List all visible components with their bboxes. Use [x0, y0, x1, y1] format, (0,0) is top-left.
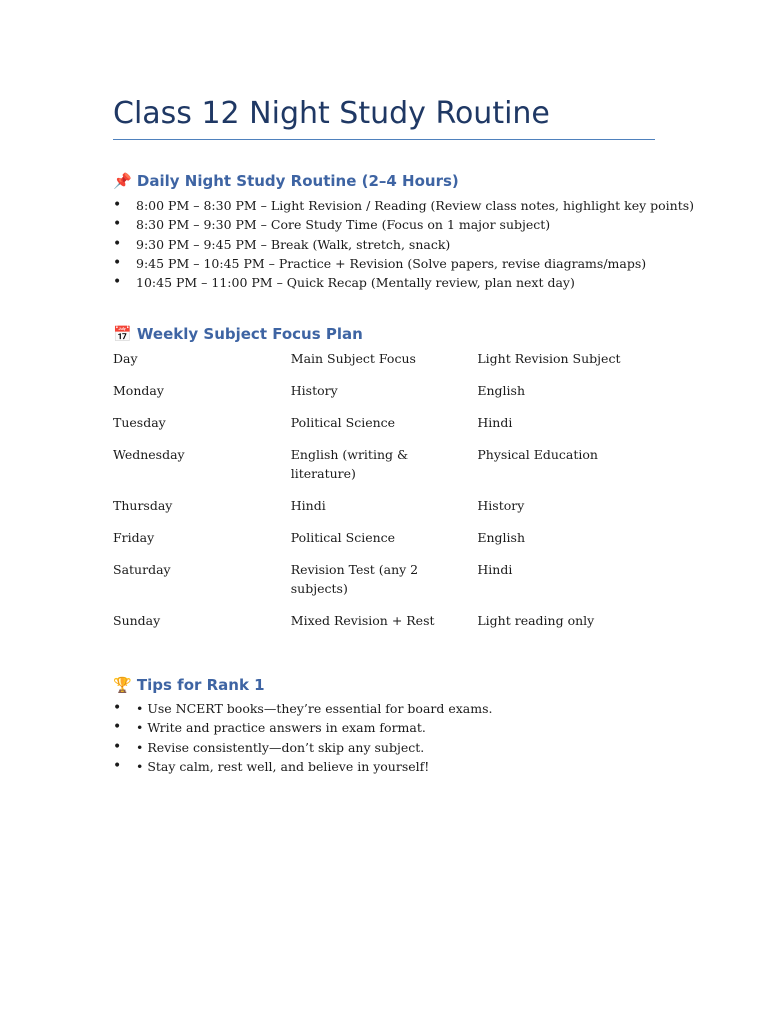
list-item: • 9:45 PM – 10:45 PM – Practice + Revision (Solve papers, revise diagrams/maps)	[113, 254, 647, 271]
pin-icon: 📌	[113, 172, 132, 190]
tips-heading	[113, 676, 265, 694]
list-item: • 8:00 PM – 8:30 PM – Light Revision / Reading (Review class notes, highlight key points)	[113, 197, 695, 213]
list-item: • 9:30 PM – 9:45 PM – Break (Walk, stretch, snack)	[113, 235, 451, 252]
bullet-icon: •	[113, 757, 122, 774]
calendar-icon: 📅	[113, 325, 132, 343]
tips-list	[113, 699, 673, 776]
table-row: Saturday Revision Test (any 2 subjects) Hindi	[113, 562, 513, 596]
table-row: Friday Political Science English	[113, 530, 526, 545]
weekly-heading	[113, 325, 363, 343]
list-item: • • Use NCERT books—they’re essential for board exams.	[113, 700, 493, 716]
list-item: • • Stay calm, rest well, and believe in yourself!	[113, 757, 430, 774]
weekly-heading-text: Weekly Subject Focus Plan	[136, 325, 363, 343]
routine-list	[113, 196, 695, 292]
trophy-icon: 🏆	[113, 676, 132, 694]
routine-heading-text: Daily Night Study Routine (2–4 Hours)	[136, 172, 459, 190]
list-item: • 10:45 PM – 11:00 PM – Quick Recap (Mentally review, plan next day)	[113, 274, 575, 290]
bullet-icon: •	[113, 738, 122, 755]
bullet-icon: •	[113, 216, 122, 233]
table-row: Thursday Hindi History	[113, 498, 525, 513]
weekly-plan-table	[113, 349, 655, 643]
tips-heading-text: Tips for Rank 1	[136, 676, 265, 694]
bullet-icon: •	[113, 235, 122, 252]
column-header-main: Main Subject Focus	[290, 351, 416, 366]
list-item: • • Write and practice answers in exam format.	[113, 719, 426, 736]
bullet-icon: •	[113, 197, 122, 213]
table-row: Sunday Mixed Revision + Rest Light reading only	[113, 613, 595, 628]
list-item: • 8:30 PM – 9:30 PM – Core Study Time (Focus on 1 major subject)	[113, 216, 551, 233]
column-header-light: Light Revision Subject	[477, 351, 621, 366]
table-row: Wednesday English (writing & literature) Physical Education	[113, 447, 598, 481]
bullet-icon: •	[113, 719, 122, 736]
table-row: Monday History English	[113, 383, 526, 398]
title-underline	[113, 139, 655, 140]
routine-heading	[113, 172, 459, 190]
page-title: Class 12 Night Study Routine	[113, 96, 550, 131]
bullet-icon: •	[113, 254, 122, 271]
bullet-icon: •	[113, 700, 122, 716]
column-header-day: Day	[113, 351, 138, 366]
table-row: Tuesday Political Science Hindi	[113, 415, 513, 430]
table-header-row	[113, 349, 655, 381]
bullet-icon: •	[113, 274, 122, 290]
list-item: • • Revise consistently—don’t skip any subject.	[113, 738, 425, 755]
